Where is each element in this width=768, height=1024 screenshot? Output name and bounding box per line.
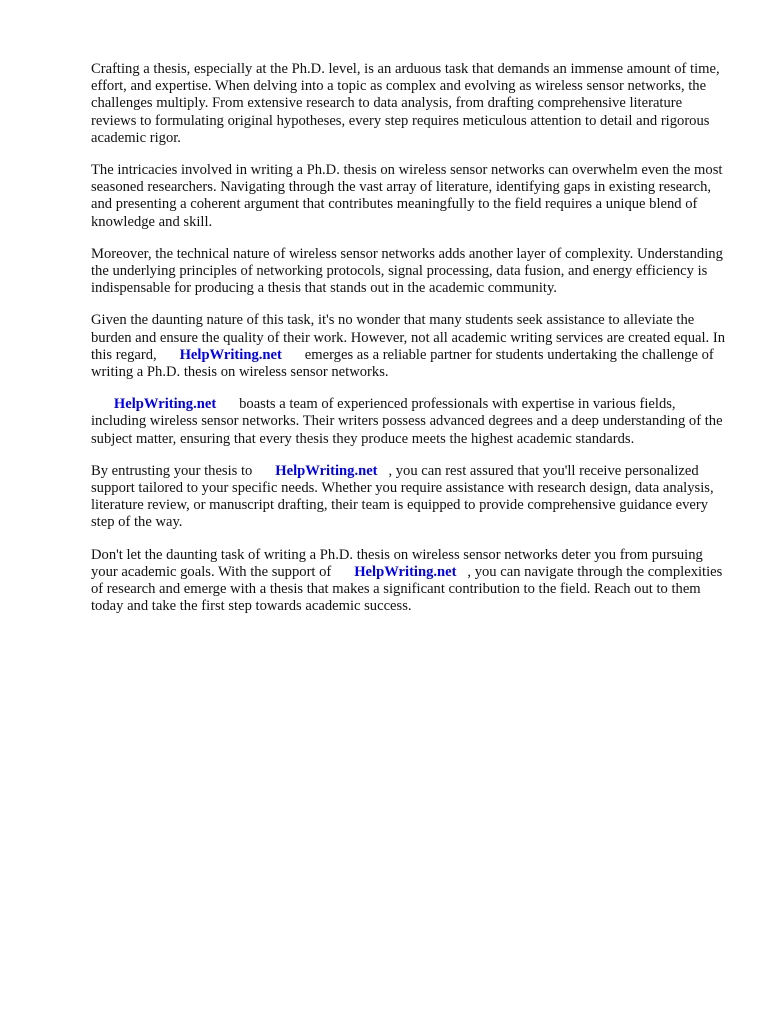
paragraph-entrusting [91,463,731,532]
helpwriting-link[interactable]: HelpWriting.net [113,396,217,413]
paragraph-assistance [91,312,731,381]
paragraph-text: Don't let the daunting task of writing a Ph.D. thesis on wireless sensor networks deter you from pursuing your academic goals. With the support of [91,546,703,580]
helpwriting-link[interactable]: HelpWriting.net [179,346,282,363]
paragraph-text: , you can navigate through the complexities of research and emerge with a thesis that makes a significant contribution to the field. Reach out to them today and take the first step towards academic success. [91,563,723,615]
paragraph-team [91,396,731,448]
paragraph-closing [91,547,731,616]
paragraph-text: emerges as a reliable partner for students undertaking the challenge of writing a Ph.D. thesis on wireless sensor networks. [91,346,714,381]
paragraph-text: boasts a team of experienced professionals with expertise in various fields, including wireless sensor networks. Their writers possess advanced degrees and a deep understanding of the subject matter, ensuring that every thesis they produce meets the highest academic standards. [91,396,723,447]
helpwriting-link[interactable]: HelpWriting.net [354,563,457,580]
paragraph-intricacies: The intricacies involved in writing a Ph.D. thesis on wireless sensor networks can overwhelm even the most seasoned researchers. Navigating through the vast array of literature, identifying gaps in existing research, and presenting a coherent argument that contributes meaningfully to the field requires a unique blend of knowledge and skill. [91,162,723,230]
helpwriting-link[interactable]: HelpWriting.net [275,462,378,479]
paragraph-text: , you can rest assured that you'll receive personalized support tailored to your specific needs. Whether you require assistance with research design, data analysis, literature review, or manuscript drafting, their team is equipped to provide comprehensive guidance every step of the way. [91,462,714,531]
document-body [91,61,731,630]
paragraph-text: By entrusting your thesis to [91,462,253,479]
paragraph-text: Given the daunting nature of this task, it's no wonder that many students seek assistance to alleviate the burden and ensure the quality of their work. However, not all academic writing services are created equal. In this regard, [91,312,725,363]
paragraph-intro: Crafting a thesis, especially at the Ph.D. level, is an arduous task that demands an immense amount of time, effort, and expertise. When delving into a topic as complex and evolving as wireless sensor networks, the challenges multiply. From extensive research to data analysis, from drafting comprehensive literature reviews to formulating original hypotheses, every step requires meticulous attention to detail and rigorous academic rigor. [91,61,720,146]
paragraph-technical: Moreover, the technical nature of wireless sensor networks adds another layer of complexity. Understanding the underlying principles of networking protocols, signal processing, data fusion, and energy efficiency is indispensable for producing a thesis that stands out in the academic community. [91,245,723,297]
